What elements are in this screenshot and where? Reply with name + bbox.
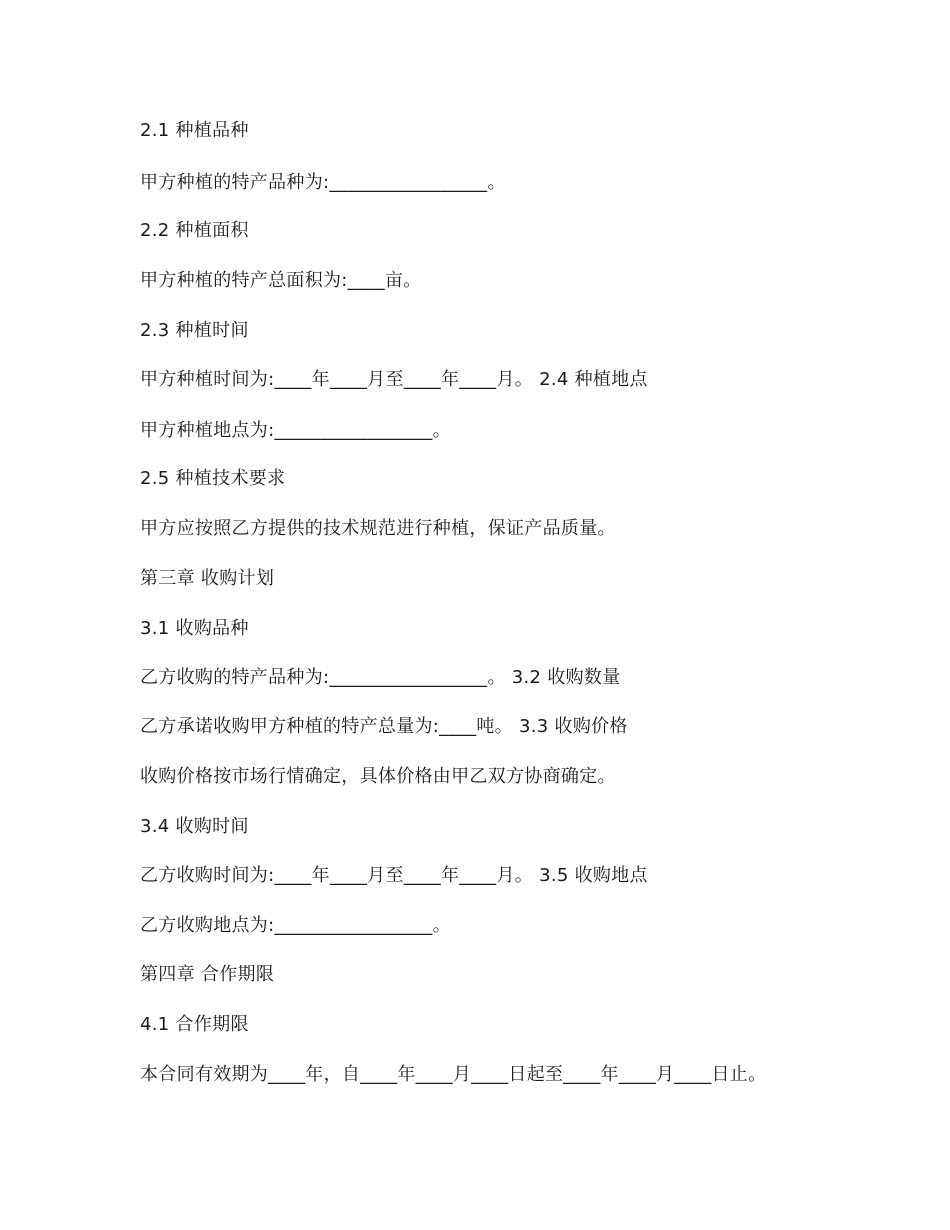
paragraph-purchase-quantity: 乙方承诺收购甲方种植的特产总量为:____吨。 3.3 收购价格 <box>140 716 628 737</box>
paragraph-purchase-price: 收购价格按市场行情确定，具体价格由甲乙双方协商确定。 <box>140 766 616 787</box>
paragraph-purchase-time: 乙方收购时间为:____年____月至____年____月。 3.5 收购地点 <box>140 865 648 886</box>
paragraph-purchase-location: 乙方收购地点为:_________________。 <box>140 915 451 936</box>
section-heading-4-1: 4.1 合作期限 <box>140 1014 249 1035</box>
paragraph-purchase-variety: 乙方收购的特产品种为:_________________。 3.2 收购数量 <box>140 667 621 688</box>
section-heading-2-5: 2.5 种植技术要求 <box>140 468 286 489</box>
section-heading-2-3: 2.3 种植时间 <box>140 320 249 341</box>
paragraph-variety: 甲方种植的特产品种为:_________________。 <box>140 172 506 193</box>
paragraph-planting-time: 甲方种植时间为:____年____月至____年____月。 2.4 种植地点 <box>140 369 648 390</box>
chapter-heading-4: 第四章 合作期限 <box>140 964 275 985</box>
paragraph-contract-term: 本合同有效期为____年，自____年____月____日起至____年____月____日止。 <box>140 1064 767 1085</box>
section-heading-2-2: 2.2 种植面积 <box>140 220 249 241</box>
section-heading-3-4: 3.4 收购时间 <box>140 816 249 837</box>
paragraph-area: 甲方种植的特产总面积为:____亩。 <box>140 270 422 291</box>
paragraph-technical-requirements: 甲方应按照乙方提供的技术规范进行种植，保证产品质量。 <box>140 518 616 539</box>
section-heading-2-1: 2.1 种植品种 <box>140 120 249 141</box>
section-heading-3-1: 3.1 收购品种 <box>140 618 249 639</box>
chapter-heading-3: 第三章 收购计划 <box>140 568 275 589</box>
paragraph-planting-location: 甲方种植地点为:_________________。 <box>140 420 451 441</box>
